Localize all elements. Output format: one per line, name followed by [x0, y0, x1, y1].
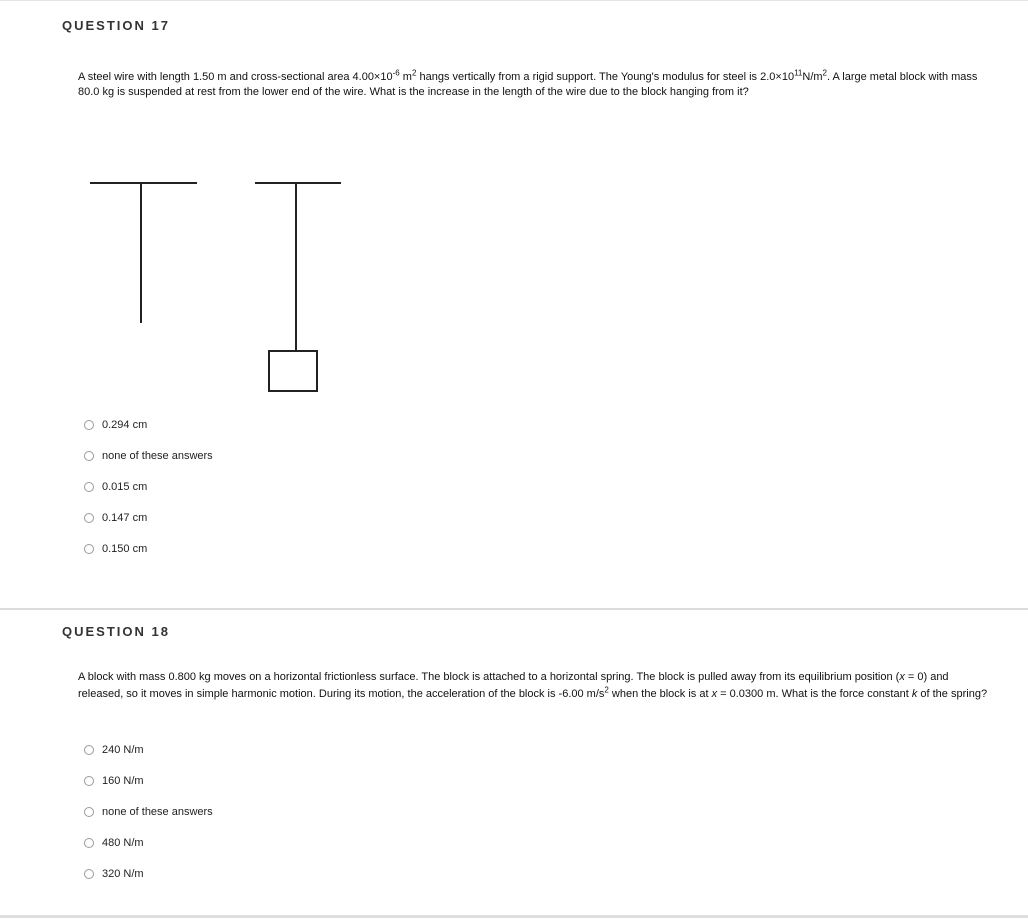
q18-option-3[interactable]	[84, 804, 213, 820]
q18-option-1[interactable]	[84, 742, 213, 758]
question-17-title: QUESTION 17	[62, 18, 170, 33]
radio-button[interactable]	[84, 544, 94, 554]
q18-option-5[interactable]	[84, 866, 213, 882]
q18-exponent: 2	[604, 685, 609, 695]
radio-button[interactable]	[84, 869, 94, 879]
question-17-options	[84, 417, 213, 572]
q18-option-4[interactable]	[84, 835, 213, 851]
q17-exponent: 2	[411, 68, 417, 78]
q17-option-5[interactable]	[84, 541, 213, 557]
q18-variable: x	[711, 688, 718, 700]
q17-exponent: 2	[822, 68, 827, 78]
option-label: 480 N/m	[102, 837, 144, 849]
q17-text-part: hangs vertically from a rigid support. The Young's modulus for steel is 2.0×10	[416, 71, 795, 83]
radio-button[interactable]	[84, 776, 94, 786]
q18-text-part: of the spring?	[917, 688, 988, 700]
radio-button[interactable]	[84, 513, 94, 523]
wire-diagram	[85, 173, 355, 398]
radio-button[interactable]	[84, 838, 94, 848]
radio-button[interactable]	[84, 451, 94, 461]
radio-button[interactable]	[84, 807, 94, 817]
q17-option-3[interactable]	[84, 479, 213, 495]
option-label: 160 N/m	[102, 775, 144, 787]
question-18-options	[84, 742, 213, 897]
q18-text-part: A block with mass 0.800 kg moves on a horizontal frictionless surface. The block is attached to a horizontal spring. The block is pulled away from its equilibrium position (	[78, 671, 900, 683]
radio-button[interactable]	[84, 420, 94, 430]
q17-text-part: N/m	[802, 71, 823, 83]
radio-button[interactable]	[84, 745, 94, 755]
radio-button[interactable]	[84, 482, 94, 492]
q18-text-part: = 0) and released, so it moves in simple harmonic motion. During its motion, the acceleration of the block is -6.00 m/s	[78, 671, 949, 700]
question-18-text	[78, 669, 990, 703]
q17-option-4[interactable]	[84, 510, 213, 526]
q18-variable: k	[911, 688, 918, 700]
bottom-divider	[0, 915, 1028, 918]
loaded-wire	[255, 183, 341, 391]
option-label: 240 N/m	[102, 744, 144, 756]
q18-variable: x	[899, 671, 905, 683]
question-18	[0, 608, 1028, 920]
q17-text-part: A steel wire with length 1.50 m and cross-sectional area 4.00×10	[78, 71, 393, 83]
q17-exponent: 11	[794, 68, 803, 78]
question-18-title: QUESTION 18	[62, 624, 170, 639]
q17-text-part: . A large metal block with mass 80.0 kg is suspended at rest from the lower end of the wire. What is the increase in the length of the wire due to the block hanging from it?	[78, 71, 978, 98]
q17-text-part: m	[399, 71, 412, 83]
hanging-block	[269, 351, 317, 391]
question-17-text	[78, 70, 983, 100]
option-label: 0.015 cm	[102, 481, 148, 493]
option-label: none of these answers	[102, 450, 213, 462]
q18-text-part: = 0.0300 m. What is the force constant	[717, 688, 912, 700]
q17-option-1[interactable]	[84, 417, 213, 433]
q17-option-2[interactable]	[84, 448, 213, 464]
option-label: 0.150 cm	[102, 543, 148, 555]
q18-text-part: when the block is at	[608, 688, 712, 700]
q17-exponent: -6	[392, 68, 400, 78]
option-label: 0.147 cm	[102, 512, 148, 524]
option-label: none of these answers	[102, 806, 213, 818]
option-label: 0.294 cm	[102, 419, 148, 431]
q18-option-2[interactable]	[84, 773, 213, 789]
unloaded-wire	[90, 183, 197, 323]
option-label: 320 N/m	[102, 868, 144, 880]
